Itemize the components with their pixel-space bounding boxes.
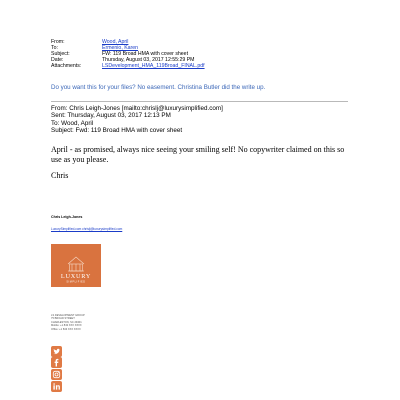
forwarded-to: To: Wood, April xyxy=(51,119,94,127)
forwarded-subject: Subject: Fwd: 119 Broad HMA with cover sheet xyxy=(51,127,183,135)
message-body: April - as promised, always nice seeing your smiling self! No copywriter claimed on this so use as you please. xyxy=(51,145,345,164)
divider xyxy=(51,101,348,102)
header-row-attachments xyxy=(51,64,291,70)
recipient-link[interactable]: Ermenio, Karen xyxy=(102,44,139,51)
header-label: Date: xyxy=(51,56,64,63)
header-label: To: xyxy=(51,44,58,51)
address-line: Office: +1 843 XXX XXXX xyxy=(51,327,81,331)
signoff: Chris xyxy=(51,171,69,180)
linkedin-icon[interactable] xyxy=(51,381,62,392)
forwarded-header xyxy=(51,105,223,135)
header-label: From: xyxy=(51,39,65,45)
signature-address xyxy=(51,314,85,331)
logo-tagline: SIMPLIFIED xyxy=(66,280,86,284)
subject-value: FW: 119 Broad HMA with cover sheet xyxy=(102,50,189,57)
instagram-icon[interactable] xyxy=(51,369,62,380)
email-header xyxy=(51,40,291,70)
twitter-icon[interactable] xyxy=(51,346,62,357)
address-line: 75 BROAD STREET xyxy=(51,317,75,321)
luxury-simplified-logo xyxy=(51,244,101,287)
address-line: CHARLESTON, SC 29401 xyxy=(51,320,82,324)
signature-link[interactable]: LuxurySimplified.com chrislj@luxurysimplified.com xyxy=(51,227,123,231)
forwarded-sent: Sent: Thursday, August 03, 2017 12:13 PM xyxy=(51,112,171,120)
logo-wordmark: LUXURY xyxy=(60,273,92,280)
sender-link[interactable]: Wood, April xyxy=(102,39,129,45)
signature-name: Chris Leigh-Jones xyxy=(51,215,83,219)
header-label: Attachments: xyxy=(51,62,82,69)
date-value: Thursday, August 03, 2017 12:55:29 PM xyxy=(102,56,195,63)
address-line: LS DEVELOPMENT GROUP xyxy=(51,314,85,317)
attachment-link[interactable]: LSDevelopment_HMA_119Broad_FINAL.pdf xyxy=(102,62,205,69)
header-label: Subject: xyxy=(51,50,70,57)
forward-note: Do you want this for your files? No easement. Christina Butler did the write up. xyxy=(51,84,266,91)
forwarded-from: From: Chris Leigh-Jones [mailto:chrislj@luxurysimplified.com] xyxy=(51,105,223,112)
address-line: Mobile: +1 843 XXX XXXX xyxy=(51,324,82,328)
facebook-icon[interactable] xyxy=(51,357,62,368)
